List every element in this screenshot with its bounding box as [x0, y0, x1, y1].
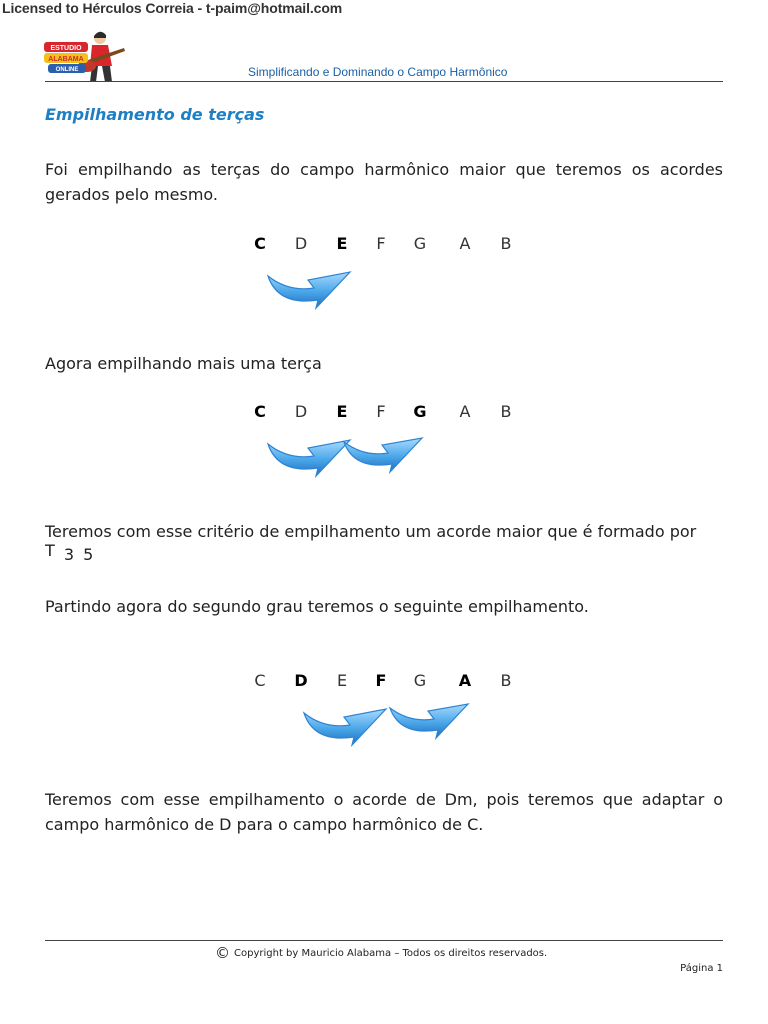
curved-arrow-icon — [300, 703, 390, 749]
license-line: Licensed to Hérculos Correia - t-paim@hotmail.com — [2, 0, 343, 16]
note-f: F — [376, 234, 386, 253]
note-e: E — [336, 234, 348, 253]
curved-arrow-icon — [386, 698, 472, 742]
note-a: A — [459, 234, 471, 253]
copyright-text: Copyright by Mauricio Alabama – Todos os direitos reservados. — [234, 948, 548, 959]
note-b: B — [500, 234, 512, 253]
paragraph-5: Teremos com esse empilhamento o acorde de Dm, pois teremos que adaptar o campo harmônico de D para o campo harmônico de C. — [45, 790, 723, 834]
header-title: Simplificando e Dominando o Campo Harmônico — [248, 65, 508, 79]
scale-row-1 — [250, 234, 520, 256]
copyright-line — [215, 944, 547, 962]
logo-text-line-2: ALABAMA — [48, 56, 84, 63]
section-title: Empilhamento de terças — [45, 105, 265, 124]
note-f: F — [375, 671, 387, 690]
page-number: Página 1 — [680, 963, 723, 974]
note-d: D — [294, 402, 308, 421]
formula-5: 5 — [83, 545, 94, 564]
note-a: A — [459, 402, 471, 421]
scale-row-2 — [250, 402, 520, 424]
note-c: C — [254, 671, 266, 690]
scale-row-3 — [250, 671, 520, 693]
paragraph-2: Agora empilhando mais uma terça — [45, 354, 322, 373]
estudio-alabama-logo — [42, 28, 126, 84]
note-e: E — [336, 402, 348, 421]
footer-divider — [45, 940, 723, 941]
note-c: C — [254, 402, 266, 421]
note-g: G — [413, 234, 427, 253]
copyright-icon: © — [215, 944, 230, 962]
paragraph-4: Partindo agora do segundo grau teremos o seguinte empilhamento. — [45, 597, 589, 616]
note-e: E — [336, 671, 348, 690]
formula-t: T — [45, 541, 55, 560]
note-b: B — [500, 671, 512, 690]
paragraph-3: Teremos com esse critério de empilhamento um acorde maior que é formado por — [45, 522, 697, 541]
note-d: D — [294, 234, 308, 253]
logo-text-line-1: ESTUDIO — [50, 45, 82, 52]
note-f: F — [376, 402, 386, 421]
logo-text-line-3: ONLINE — [55, 67, 79, 73]
curved-arrow-icon — [340, 432, 426, 476]
note-a: A — [458, 671, 472, 690]
note-c: C — [254, 234, 266, 253]
paragraph-1: Foi empilhando as terças do campo harmônico maior que teremos os acordes gerados pelo mesmo. — [45, 160, 723, 204]
note-d: D — [294, 671, 308, 690]
note-g: G — [413, 671, 427, 690]
formula-t35 — [45, 541, 94, 564]
formula-3: 3 — [63, 545, 75, 564]
curved-arrow-icon — [264, 266, 354, 312]
header-divider — [45, 81, 723, 82]
note-b: B — [500, 402, 512, 421]
note-g: G — [413, 402, 427, 421]
